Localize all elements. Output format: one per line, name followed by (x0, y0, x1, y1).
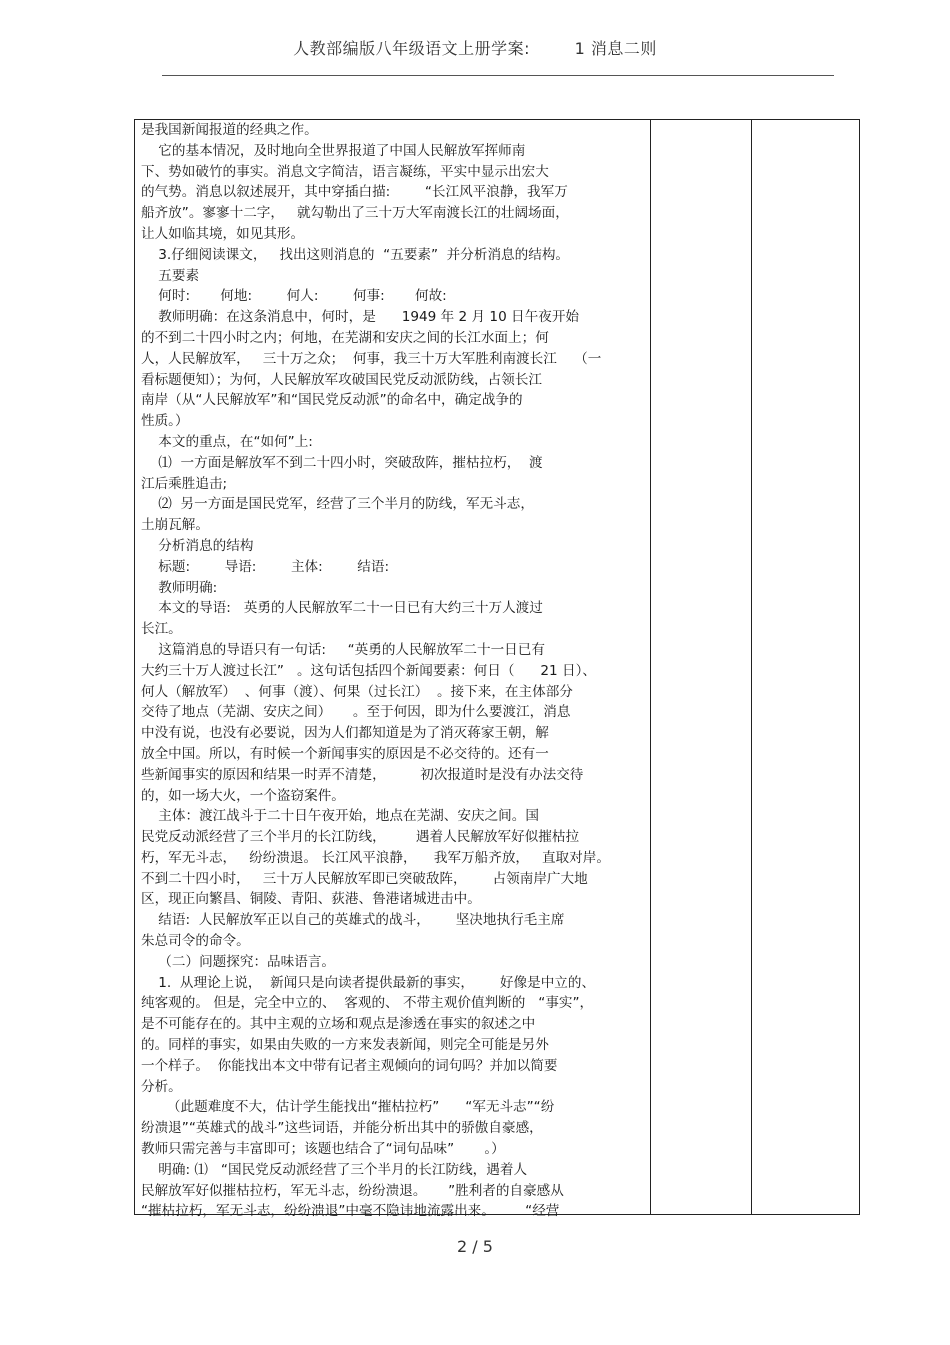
text-line: 3.仔细阅读课文， 找出这则消息的 “五要素” 并分析消息的结构。 (141, 246, 570, 263)
text-line: 中没有说，也没有必要说，因为人们都知道是为了消灭蒋家王朝，解 (141, 725, 549, 742)
text-line: 朱总司令的命令。 (141, 933, 250, 950)
text-line: 它的基本情况，及时地向全世界报道了中国人民解放军挥师南 (141, 142, 526, 159)
header-lesson: 1 消息二则 (574, 39, 657, 58)
text-line: 是我国新闻报道的经典之作。 (141, 122, 318, 138)
text-line: 交待了地点（芜湖、安庆之间） 。至于何因，即为什么要渡江，消息 (141, 704, 571, 721)
text-line: 朽，军无斗志， 纷纷溃退。 长江风平浪静， 我军万船齐放， 直取对岸。 (141, 849, 610, 866)
text-line: 教师明确: (141, 579, 218, 596)
text-line: 的，如一场大火，一个盗窃案件。 (141, 787, 345, 804)
text-line: （二）问题探究：品味语言。 (141, 953, 336, 970)
text-line: 区，现正向繁昌、铜陵、青阳、荻港、鲁港诸城进击中。 (141, 891, 481, 908)
text-line: 大约三十万人渡过长江” 。这句话包括四个新闻要素：何日（ 21 日）、 (141, 662, 596, 679)
text-line: 1. 从理论上说， 新闻只是向读者提供最新的事实， 好像是中立的、 (141, 974, 596, 991)
text-line: 的气势。消息以叙述展开，其中穿插白描: “长江风平浪静，我军万 (141, 184, 568, 201)
text-line: 船齐放”。寥寥十二字， 就勾勒出了三十万大军南渡长江的壮阔场面， (141, 205, 569, 222)
text-line: 分析。 (141, 1078, 182, 1095)
text-line: 些新闻事实的原因和结果一时弄不清楚， 初次报道时是没有办法交待 (141, 766, 584, 783)
text-line: 明确: ⑴ “国民党反动派经营了三个半月的长江防线，遇着人 (141, 1161, 528, 1178)
text-line: 何人（解放军） 、何事（渡）、何果（过长江） 。接下来，在主体部分 (141, 683, 573, 700)
page-header (0, 36, 950, 59)
text-line: 结语: 人民解放军正以自己的英雄式的战斗， 坚决地执行毛主席 (141, 912, 565, 929)
column-divider (751, 120, 752, 1214)
text-line: 的不到二十四小时之内；何地，在芜湖和安庆之间的长江水面上；何 (141, 329, 549, 346)
text-line: 这篇消息的导语只有一句话: “英勇的人民解放军二十一日已有 (141, 641, 545, 658)
text-line: 看标题便知）；为何，人民解放军攻破国民党反动派防线，占领长江 (141, 371, 543, 388)
text-line: 一个样子。 你能找出本文中带有记者主观倾向的词句吗？并加以简要 (141, 1057, 558, 1074)
text-line: 让人如临其境，如见其形。 (141, 225, 305, 242)
text-line: 南岸（从“人民解放军”和“国民党反动派”的命名中，确定战争的 (141, 392, 523, 409)
text-line: 何时: 何地: 何人: 何事: 何故: (141, 288, 447, 305)
text-line: 分析消息的结构 (141, 537, 254, 554)
lesson-content (141, 120, 645, 1222)
text-line: （此题难度不大，估计学生能找出“摧枯拉朽” “军无斗志”“纷 (141, 1099, 555, 1116)
text-line: 是不可能存在的。其中主观的立场和观点是渗透在事实的叙述之中 (141, 1016, 536, 1033)
text-line: 主体：渡江战斗于二十日午夜开始，地点在芜湖、安庆之间。国 (141, 808, 539, 825)
text-line: 放全中国。所以，有时候一个新闻事实的原因是不必交待的。还有一 (141, 745, 549, 762)
text-line: 江后乘胜追击; (141, 475, 228, 492)
header-title: 人教部编版八年级语文上册学案: (293, 39, 530, 58)
text-line: 长江。 (141, 621, 182, 638)
header-gap (530, 39, 575, 58)
text-line: 本文的重点，在“如何”上: (141, 433, 313, 450)
text-line: 纷溃退”“英雄式的战斗”这些词语，并能分析出其中的骄傲自豪感， (141, 1120, 543, 1137)
text-line: 人，人民解放军， 三十万之众； 何事，我三十万大军胜利南渡长江 （一 (141, 350, 602, 367)
text-line: 本文的导语: 英勇的人民解放军二十一日已有大约三十万人渡过 (141, 600, 543, 617)
text-line: “摧枯拉朽，军无斗志，纷纷溃退”中毫不隐讳地流露出来。 “经营 (141, 1203, 560, 1220)
header-rule (162, 75, 834, 76)
lesson-table (134, 119, 860, 1220)
text-line: 不到二十四小时， 三十万人民解放军即已突破敌阵， 占领南岸广大地 (141, 870, 588, 887)
text-line: 教师明确：在这条消息中，何时，是 1949 年 2 月 10 日午夜开始 (141, 309, 580, 326)
text-line: 土崩瓦解。 (141, 517, 209, 534)
text-line: 教师只需完善与丰富即可；该题也结合了“词句品味” 。） (141, 1141, 505, 1158)
text-line: 的。同样的事实，如果由失败的一方来发表新闻，则完全可能是另外 (141, 1037, 549, 1054)
column-divider (650, 120, 651, 1214)
page-number: 2 / 5 (457, 1237, 493, 1256)
text-line: 五要素 (141, 267, 200, 284)
text-line: ⑵ 另一方面是国民党军，经营了三个半月的防线，军无斗志， (141, 496, 534, 513)
text-line: 下、势如破竹的事实。消息文字简洁，语言凝练，平实中显示出宏大 (141, 163, 549, 180)
text-line: 民解放军好似摧枯拉朽，军无斗志，纷纷溃退。 ”胜利者的自豪感从 (141, 1182, 564, 1199)
text-line: 民党反动派经营了三个半月的长江防线， 遇着人民解放军好似摧枯拉 (141, 829, 580, 846)
text-line: 标题: 导语: 主体: 结语: (141, 558, 390, 575)
text-line: 纯客观的。 但是，完全中立的、 客观的、 不带主观价值判断的 “事实”， (141, 995, 594, 1012)
text-line: 性质。） (141, 413, 189, 430)
text-line: ⑴ 一方面是解放军不到二十四小时，突破敌阵，摧枯拉朽， 渡 (141, 454, 543, 471)
